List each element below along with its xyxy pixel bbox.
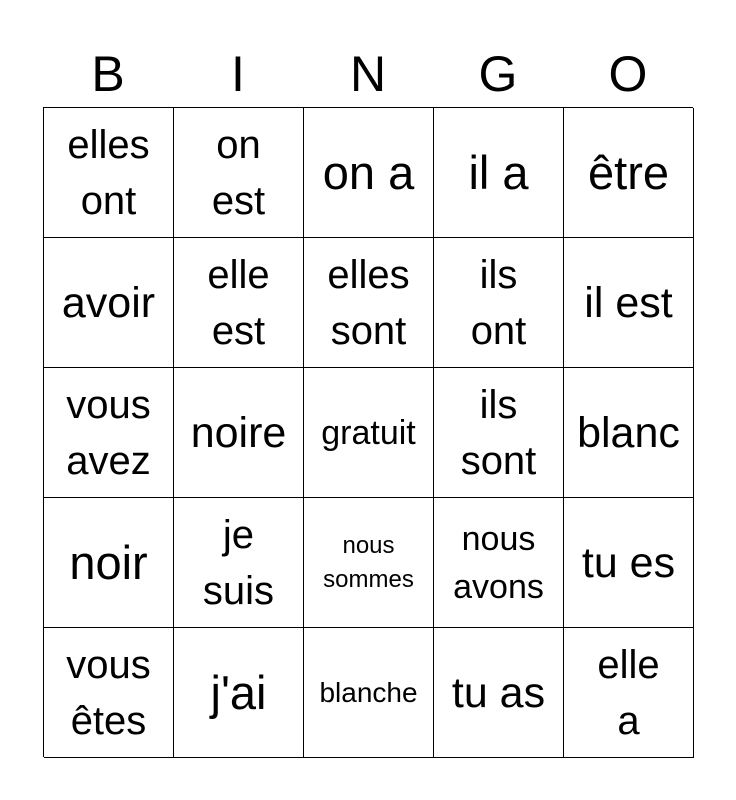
bingo-cell-r4-c2[interactable]	[304, 628, 434, 758]
header-letter-g: G	[478, 46, 518, 102]
bingo-cell-r2-c4[interactable]	[564, 368, 694, 498]
cell-text: on est	[211, 122, 266, 223]
bingo-cell-r4-c0[interactable]	[44, 628, 174, 758]
bingo-cell-r4-c3[interactable]	[434, 628, 564, 758]
bingo-cell-r3-c3[interactable]	[434, 498, 564, 628]
cell-text: elle est	[207, 252, 270, 353]
cell-text: vous êtes	[66, 642, 151, 743]
bingo-cell-r2-c0[interactable]	[44, 368, 174, 498]
bingo-cell-r1-c2[interactable]	[304, 238, 434, 368]
cell-text: blanche	[319, 676, 418, 708]
bingo-cell-r0-c4[interactable]	[564, 108, 694, 238]
bingo-cell-r0-c3[interactable]	[434, 108, 564, 238]
bingo-header	[43, 40, 693, 108]
cell-text: elles ont	[67, 122, 150, 223]
bingo-cell-r3-c2[interactable]	[304, 498, 434, 628]
cell-text: tu es	[581, 538, 676, 587]
bingo-cell-r0-c2[interactable]	[304, 108, 434, 238]
cell-text: noire	[190, 408, 287, 457]
bingo-grid	[43, 107, 693, 757]
cell-text: elle a	[597, 642, 660, 743]
bingo-cell-r1-c4[interactable]	[564, 238, 694, 368]
cell-text: elles sont	[327, 252, 410, 353]
bingo-cell-r1-c0[interactable]	[44, 238, 174, 368]
bingo-cell-r2-c3[interactable]	[434, 368, 564, 498]
cell-text: il est	[584, 278, 673, 327]
cell-text: il a	[468, 145, 529, 199]
cell-text: noir	[69, 535, 148, 589]
bingo-cell-r2-c1[interactable]	[174, 368, 304, 498]
cell-text: j'ai	[210, 665, 267, 719]
cell-text: nous sommes	[323, 531, 414, 593]
bingo-cell-r3-c1[interactable]	[174, 498, 304, 628]
cell-text: ils sont	[460, 382, 537, 483]
cell-text: tu as	[451, 668, 546, 717]
header-letter-o: O	[608, 46, 648, 102]
header-letter-i: I	[231, 46, 245, 102]
bingo-cell-r1-c1[interactable]	[174, 238, 304, 368]
bingo-cell-r4-c1[interactable]	[174, 628, 304, 758]
cell-text: je suis	[202, 512, 275, 613]
bingo-cell-r0-c0[interactable]	[44, 108, 174, 238]
bingo-cell-r1-c3[interactable]	[434, 238, 564, 368]
cell-text: nous avons	[453, 519, 544, 606]
bingo-cell-r4-c4[interactable]	[564, 628, 694, 758]
header-letter-n: N	[349, 46, 387, 102]
cell-text: avoir	[61, 278, 156, 327]
cell-text: ils ont	[470, 252, 527, 353]
bingo-cell-r0-c1[interactable]	[174, 108, 304, 238]
cell-text: vous avez	[66, 382, 151, 483]
bingo-cell-r2-c2[interactable]	[304, 368, 434, 498]
header-letter-b: B	[91, 46, 125, 102]
cell-text: être	[588, 145, 669, 199]
bingo-cell-r3-c0[interactable]	[44, 498, 174, 628]
cell-text: on a	[322, 145, 415, 199]
cell-text: blanc	[577, 408, 680, 457]
cell-text: gratuit	[321, 413, 416, 452]
bingo-cell-r3-c4[interactable]	[564, 498, 694, 628]
